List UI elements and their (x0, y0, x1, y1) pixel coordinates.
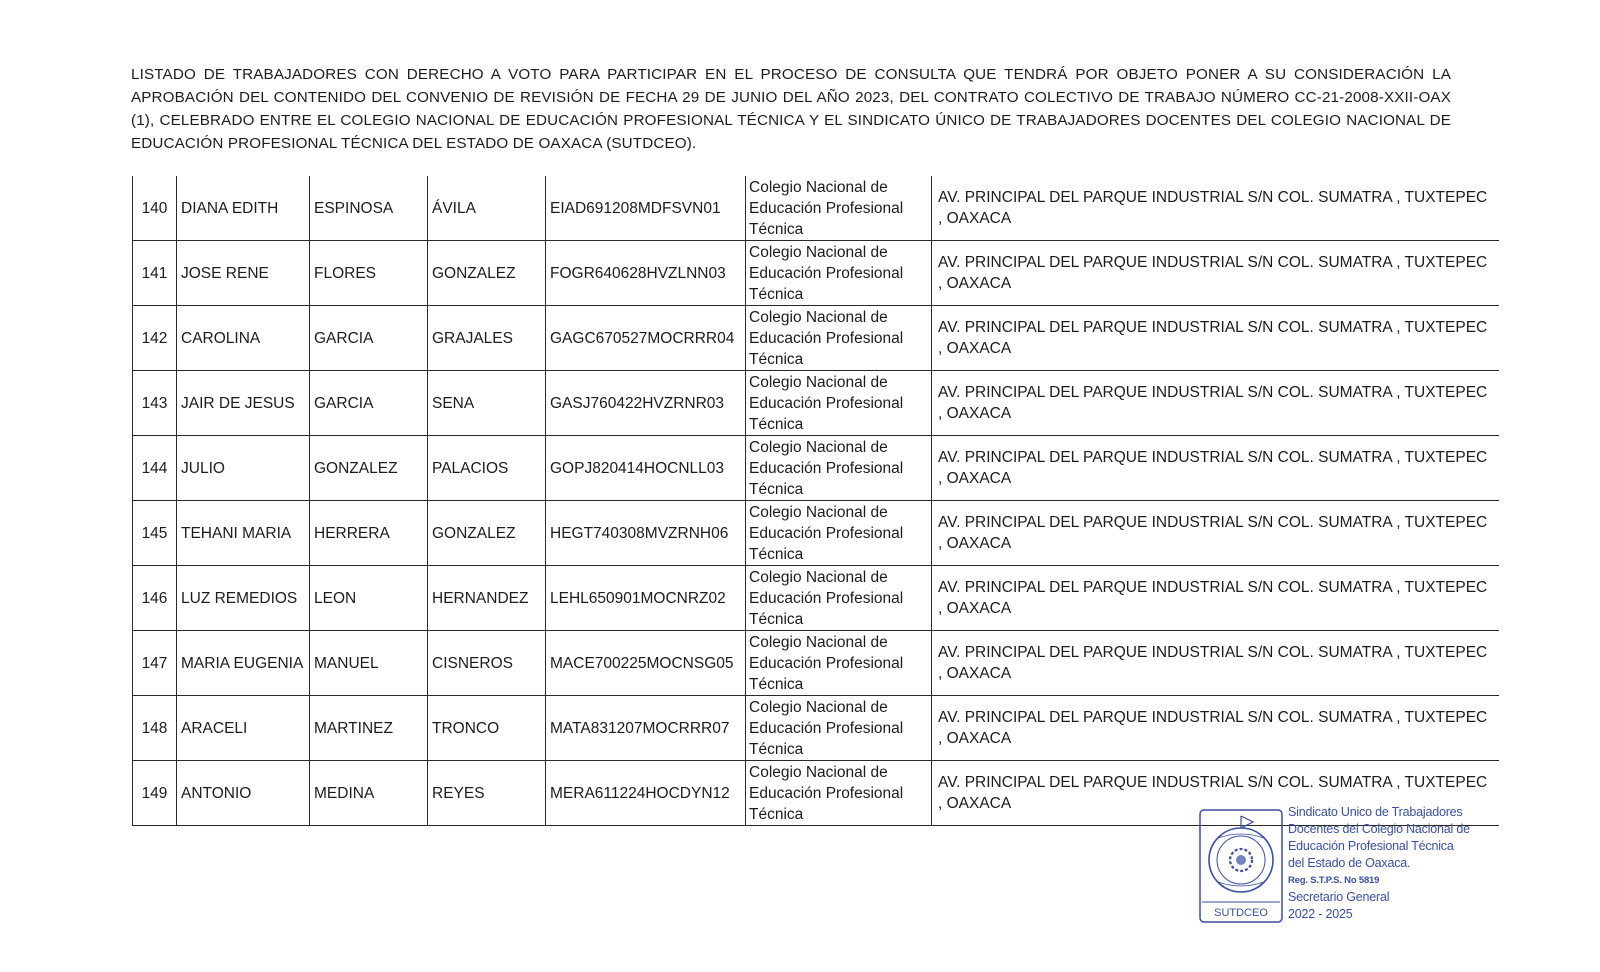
institution-name: Colegio Nacional de Educación Profesional Técnica (746, 371, 932, 436)
institution-name: Colegio Nacional de Educación Profesional Técnica (746, 176, 932, 241)
union-seal-icon (1198, 808, 1284, 924)
maternal-surname: ÁVILA (428, 176, 546, 241)
maternal-surname: GONZALEZ (428, 241, 546, 306)
first-name: CAROLINA (177, 306, 310, 371)
paternal-surname: GARCIA (310, 371, 428, 436)
voter-roster-table (132, 176, 1499, 826)
table-row (133, 371, 1499, 436)
paternal-surname: HERRERA (310, 501, 428, 566)
union-stamp (1198, 804, 1498, 926)
stamp-line-1: Sindicato Unico de Trabajadores (1288, 805, 1463, 819)
maternal-surname: GRAJALES (428, 306, 546, 371)
maternal-surname: REYES (428, 761, 546, 826)
row-number: 149 (133, 761, 177, 826)
roster-body (133, 176, 1499, 826)
maternal-surname: PALACIOS (428, 436, 546, 501)
institution-name: Colegio Nacional de Educación Profesional Técnica (746, 436, 932, 501)
table-row (133, 631, 1499, 696)
workplace-address: AV. PRINCIPAL DEL PARQUE INDUSTRIAL S/N COL. SUMATRA , TUXTEPEC , OAXACA (932, 436, 1499, 501)
paternal-surname: MANUEL (310, 631, 428, 696)
workplace-address: AV. PRINCIPAL DEL PARQUE INDUSTRIAL S/N COL. SUMATRA , TUXTEPEC , OAXACA (932, 761, 1499, 826)
table-row (133, 436, 1499, 501)
workplace-address: AV. PRINCIPAL DEL PARQUE INDUSTRIAL S/N COL. SUMATRA , TUXTEPEC , OAXACA (932, 501, 1499, 566)
workplace-address: AV. PRINCIPAL DEL PARQUE INDUSTRIAL S/N COL. SUMATRA , TUXTEPEC , OAXACA (932, 176, 1499, 241)
paternal-surname: FLORES (310, 241, 428, 306)
row-number: 142 (133, 306, 177, 371)
institution-name: Colegio Nacional de Educación Profesional Técnica (746, 241, 932, 306)
paternal-surname: ESPINOSA (310, 176, 428, 241)
institution-name: Colegio Nacional de Educación Profesional Técnica (746, 631, 932, 696)
first-name: MARIA EUGENIA (177, 631, 310, 696)
institution-name: Colegio Nacional de Educación Profesional Técnica (746, 566, 932, 631)
first-name: TEHANI MARIA (177, 501, 310, 566)
curp-code: LEHL650901MOCNRZ02 (546, 566, 746, 631)
table-row (133, 566, 1499, 631)
institution-name: Colegio Nacional de Educación Profesional Técnica (746, 501, 932, 566)
paternal-surname: GONZALEZ (310, 436, 428, 501)
workplace-address: AV. PRINCIPAL DEL PARQUE INDUSTRIAL S/N COL. SUMATRA , TUXTEPEC , OAXACA (932, 631, 1499, 696)
row-number: 140 (133, 176, 177, 241)
stamp-role: Secretario General (1288, 890, 1390, 904)
row-number: 148 (133, 696, 177, 761)
seal-label: SUTDCEO (1214, 907, 1268, 919)
curp-code: MATA831207MOCRRR07 (546, 696, 746, 761)
institution-name: Colegio Nacional de Educación Profesional Técnica (746, 761, 932, 826)
workplace-address: AV. PRINCIPAL DEL PARQUE INDUSTRIAL S/N COL. SUMATRA , TUXTEPEC , OAXACA (932, 566, 1499, 631)
curp-code: EIAD691208MDFSVN01 (546, 176, 746, 241)
institution-name: Colegio Nacional de Educación Profesional Técnica (746, 306, 932, 371)
maternal-surname: SENA (428, 371, 546, 436)
institution-name: Colegio Nacional de Educación Profesional Técnica (746, 696, 932, 761)
table-row (133, 176, 1499, 241)
curp-code: MACE700225MOCNSG05 (546, 631, 746, 696)
stamp-text (1288, 804, 1498, 923)
maternal-surname: GONZALEZ (428, 501, 546, 566)
table-row (133, 241, 1499, 306)
curp-code: GASJ760422HVZRNR03 (546, 371, 746, 436)
table-row (133, 696, 1499, 761)
workplace-address: AV. PRINCIPAL DEL PARQUE INDUSTRIAL S/N COL. SUMATRA , TUXTEPEC , OAXACA (932, 696, 1499, 761)
stamp-line-2: Docentes del Colegio Nacional de (1288, 822, 1470, 836)
maternal-surname: CISNEROS (428, 631, 546, 696)
row-number: 147 (133, 631, 177, 696)
row-number: 146 (133, 566, 177, 631)
workplace-address: AV. PRINCIPAL DEL PARQUE INDUSTRIAL S/N COL. SUMATRA , TUXTEPEC , OAXACA (932, 241, 1499, 306)
curp-code: MERA611224HOCDYN12 (546, 761, 746, 826)
curp-code: GAGC670527MOCRRR04 (546, 306, 746, 371)
first-name: DIANA EDITH (177, 176, 310, 241)
stamp-line-3: Educación Profesional Técnica (1288, 839, 1454, 853)
table-row (133, 501, 1499, 566)
document-heading: LISTADO DE TRABAJADORES CON DERECHO A VOTO PARA PARTICIPAR EN EL PROCESO DE CONSULTA QUE TENDRÁ POR OBJETO PONER A SU CONSIDERACIÓN LA APROBACIÓN DEL CONTENIDO DEL CONVENIO DE REVISIÓN DE FECHA 29 DE JUNIO DEL AÑO 2023, DEL CONTRATO COLECTIVO DE TRABAJO NÚMERO CC-21-2008-XXII-OAX (1), CELEBRADO ENTRE EL COLEGIO NACIONAL DE EDUCACIÓN PROFESIONAL TÉCNICA Y EL SINDICATO ÚNICO DE TRABAJADORES DOCENTES DEL COLEGIO NACIONAL DE EDUCACIÓN PROFESIONAL TÉCNICA DEL ESTADO DE OAXACA (SUTDCEO). (131, 66, 1451, 153)
paternal-surname: MARTINEZ (310, 696, 428, 761)
paternal-surname: GARCIA (310, 306, 428, 371)
maternal-surname: HERNANDEZ (428, 566, 546, 631)
first-name: ANTONIO (177, 761, 310, 826)
stamp-period: 2022 - 2025 (1288, 907, 1353, 921)
row-number: 141 (133, 241, 177, 306)
row-number: 144 (133, 436, 177, 501)
stamp-registry: Reg. S.T.P.S. No 5819 (1288, 875, 1380, 886)
stamp-line-4: del Estado de Oaxaca. (1288, 856, 1411, 870)
workplace-address: AV. PRINCIPAL DEL PARQUE INDUSTRIAL S/N COL. SUMATRA , TUXTEPEC , OAXACA (932, 371, 1499, 436)
row-number: 145 (133, 501, 177, 566)
first-name: JULIO (177, 436, 310, 501)
curp-code: FOGR640628HVZLNN03 (546, 241, 746, 306)
row-number: 143 (133, 371, 177, 436)
maternal-surname: TRONCO (428, 696, 546, 761)
paternal-surname: LEON (310, 566, 428, 631)
workplace-address: AV. PRINCIPAL DEL PARQUE INDUSTRIAL S/N COL. SUMATRA , TUXTEPEC , OAXACA (932, 306, 1499, 371)
first-name: JOSE RENE (177, 241, 310, 306)
table-row (133, 306, 1499, 371)
first-name: ARACELI (177, 696, 310, 761)
curp-code: GOPJ820414HOCNLL03 (546, 436, 746, 501)
curp-code: HEGT740308MVZRNH06 (546, 501, 746, 566)
first-name: JAIR DE JESUS (177, 371, 310, 436)
first-name: LUZ REMEDIOS (177, 566, 310, 631)
paternal-surname: MEDINA (310, 761, 428, 826)
